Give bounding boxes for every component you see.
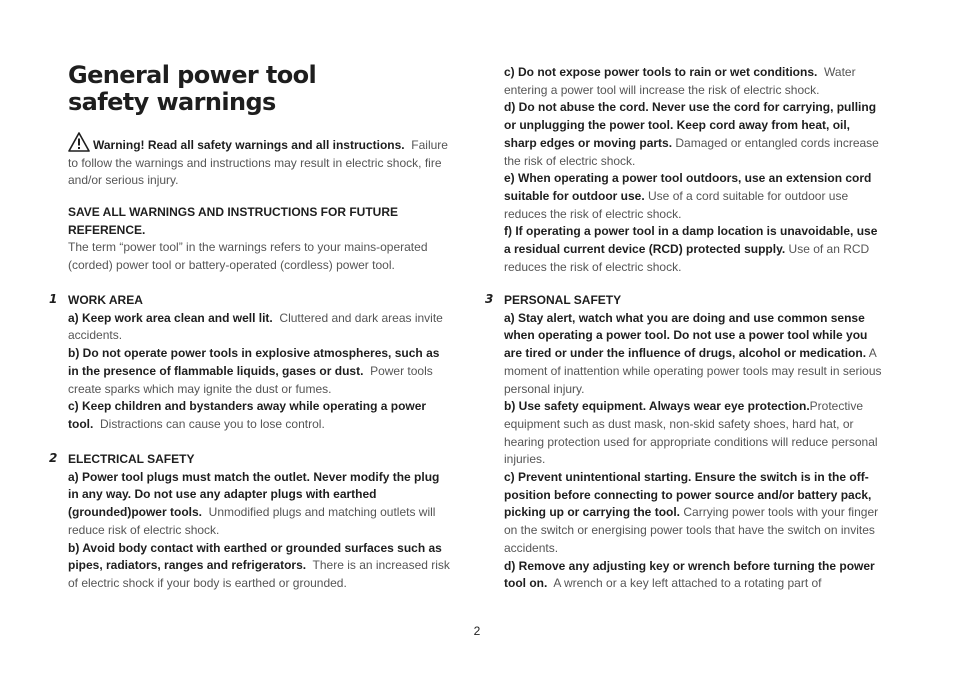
section-heading: ELECTRICAL SAFETY <box>68 452 195 466</box>
section-number: 1 <box>49 292 58 306</box>
list-item: c) Prevent unintentional starting. Ensure the switch is in the off-position before connecting to power source and/or battery pack, picking up or carrying the tool. Carrying power tools with your finger on the switch or energising power tools that have the switch on invites accidents. <box>504 470 879 555</box>
section-heading: WORK AREA <box>68 293 143 307</box>
list-item: c) Do not expose power tools to rain or wet conditions. Water entering a power tool will increase the risk of electric shock. <box>504 65 856 97</box>
list-item: d) Do not abuse the cord. Never use the cord for carrying, pulling or unplugging the power tool. Keep cord away from heat, oil, sharp edges or moving parts. Damaged or entangled cords increase the risk of electric shock. <box>504 100 879 168</box>
list-item: b) Avoid body contact with earthed or grounded surfaces such as pipes, radiators, ranges and refrigerators. There is an increased risk of electric shock if your body is earthed or grounded. <box>68 540 450 590</box>
list-item: d) Remove any adjusting key or wrench before turning the power tool on. A wrench or a key left attached to a rotating part of <box>504 558 875 591</box>
save-paragraph <box>68 204 452 275</box>
save-heading: SAVE ALL WARNINGS AND INSTRUCTIONS FOR FUTURE REFERENCE. <box>68 205 398 237</box>
section-personal-safety <box>485 292 886 593</box>
section-number: 3 <box>485 292 494 306</box>
page-number: 2 <box>473 624 481 638</box>
list-item: b) Use safety equipment. Always wear eye protection.Protective equipment such as dust mask, non-skid safety shoes, hard hat, or hearing protection used for appropriate conditions will reduce personal injuries. <box>504 399 878 467</box>
section-electrical-safety <box>49 451 452 593</box>
list-item: c) Keep children and bystanders away while operating a power tool. Distractions can cause you to lose control. <box>68 399 427 431</box>
list-item: a) Stay alert, watch what you are doing and use common sense when operating a power tool. Do not use a power tool while you are tired or under the influence of drugs, alcohol or medication. A moment of inattention while operating power tools may result in serious personal injury. <box>504 310 882 396</box>
page-title: General power tool safety warnings <box>68 61 317 116</box>
warning-triangle-icon <box>68 132 90 152</box>
list-item: e) When operating a power tool outdoors, use an extension cord suitable for outdoor use. Use of a cord suitable for outdoor use reduces the risk of electric shock. <box>504 171 872 221</box>
save-text: The term “power tool” in the warnings refers to your mains-operated (corded) power tool or battery-operated (cordless) power tool. <box>68 240 428 273</box>
list-item: a) Power tool plugs must match the outlet. Never modify the plug in any way. Do not use any adapter plugs with earthed (grounded)power tools. Unmodified plugs and matching outlets will reduce risk of electric shock. <box>68 469 440 537</box>
warning-text: Failure to follow the warnings and instructions may result in electric shock, fire and/or serious injury. <box>68 138 448 188</box>
list-item: a) Keep work area clean and well lit. Cluttered and dark areas invite accidents. <box>68 310 443 343</box>
section-work-area <box>49 292 452 434</box>
list-item: f) If operating a power tool in a damp location is unavoidable, use a residual current device (RCD) protected supply. Use of an RCD reduces the risk of electric shock. <box>504 224 878 274</box>
list-item: b) Do not operate power tools in explosive atmospheres, such as in the presence of flammable liquids, gases or dust. Power tools create sparks which may ignite the dust or fumes. <box>68 346 440 396</box>
section-electrical-safety-continued <box>504 64 886 276</box>
section-heading: PERSONAL SAFETY <box>504 293 622 307</box>
warning-bold: Warning! Read all safety warnings and all instructions. <box>93 138 405 152</box>
warning-paragraph <box>68 132 452 190</box>
section-number: 2 <box>49 451 58 465</box>
